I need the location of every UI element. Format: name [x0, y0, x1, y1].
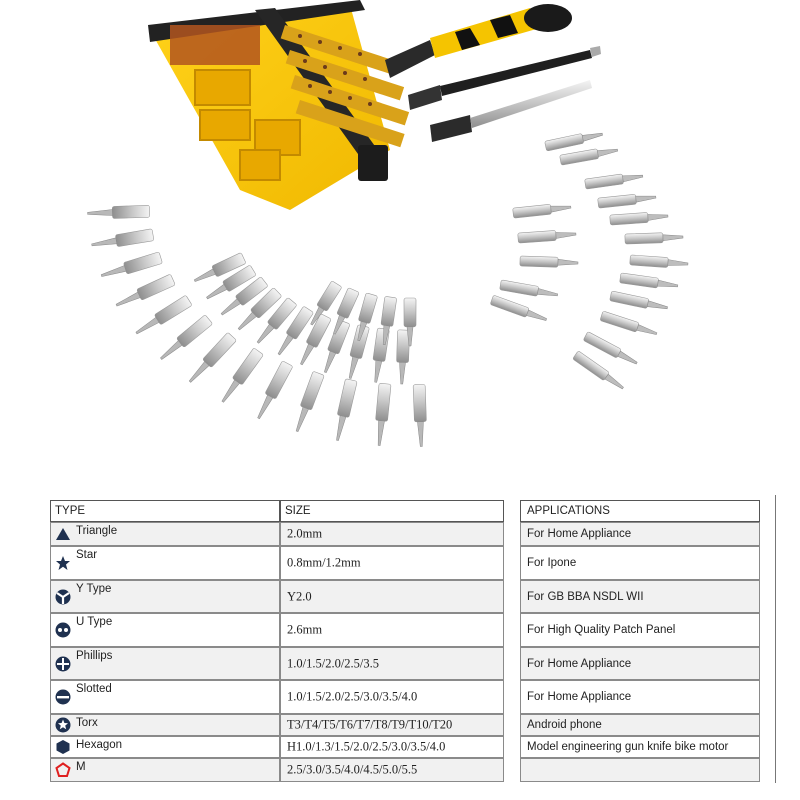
screwdriver-bit — [630, 255, 689, 269]
screwdriver-bit — [610, 291, 669, 313]
size-value: 1.0/1.5/2.0/2.5/3.5 — [287, 656, 380, 670]
star-icon — [55, 555, 71, 571]
header-type: TYPE — [50, 500, 280, 522]
size-cell — [280, 546, 504, 580]
type-cell — [50, 613, 280, 647]
y-type-icon — [55, 589, 71, 605]
type-cell — [50, 714, 280, 736]
type-name: Torx — [76, 717, 98, 729]
screwdriver-bit — [114, 274, 175, 311]
screwdriver-bit — [585, 171, 644, 189]
type-cell — [50, 647, 280, 680]
type-cell — [50, 580, 280, 613]
application-value: For Home Appliance — [527, 657, 632, 670]
table-row — [50, 580, 776, 613]
screwdriver-bit — [396, 330, 410, 384]
size-cell — [280, 613, 504, 647]
u-type-icon — [55, 622, 71, 638]
screwdriver-bit — [253, 361, 293, 421]
size-value: T3/T4/T5/T6/T7/T8/T9/T10/T20 — [287, 717, 453, 732]
table-row — [50, 758, 776, 782]
table-header-row — [50, 500, 776, 522]
screwdriver-bit — [560, 145, 619, 165]
table-row — [50, 647, 776, 680]
phillips-icon — [55, 656, 71, 672]
size-cell — [280, 714, 504, 736]
application-value: For GB BBA NSDL WII — [527, 590, 644, 603]
screwdriver-bit — [520, 256, 578, 268]
type-name: Triangle — [76, 525, 118, 537]
type-cell — [50, 758, 280, 782]
size-value: 2.6mm — [287, 622, 323, 637]
screwdriver-bit — [100, 252, 163, 282]
table-row — [50, 546, 776, 580]
type-name: Y Type — [76, 583, 112, 595]
type-cell — [50, 546, 280, 580]
screwdriver-bit — [344, 325, 369, 380]
triangle-icon — [55, 526, 71, 542]
screwdriver-bit — [500, 280, 559, 300]
type-name: Star — [76, 549, 98, 561]
torx-icon — [55, 717, 71, 733]
type-name: U Type — [76, 616, 113, 628]
size-cell — [280, 680, 504, 714]
spec-table — [50, 500, 776, 783]
application-cell — [520, 613, 760, 647]
right-divider-line — [775, 495, 776, 783]
table-row — [50, 522, 776, 546]
application-value: For High Quality Patch Panel — [527, 624, 676, 636]
application-value: Model engineering gun knife bike motor — [527, 741, 729, 753]
table-row — [50, 736, 776, 758]
table-row — [50, 714, 776, 736]
application-cell — [520, 546, 760, 580]
application-cell — [520, 580, 760, 613]
hexagon-icon — [55, 739, 71, 755]
header-size: SIZE — [280, 500, 504, 522]
application-cell — [520, 736, 760, 758]
screwdriver-bit — [373, 383, 391, 446]
screwdriver-bit — [490, 295, 548, 324]
application-cell — [520, 647, 760, 680]
screwdriver-bit — [413, 384, 427, 446]
screwdriver-bit — [625, 232, 683, 244]
application-value: For Home Appliance — [527, 691, 632, 703]
storage-case — [148, 0, 409, 210]
type-name: Phillips — [76, 650, 113, 662]
application-value: For Ipone — [527, 557, 577, 569]
type-name: Slotted — [76, 683, 112, 695]
size-value: 0.8mm/1.2mm — [287, 555, 361, 570]
size-cell — [280, 736, 504, 758]
extension-shafts — [408, 46, 601, 142]
type-cell — [50, 680, 280, 714]
screwdriver-bit — [598, 192, 657, 208]
size-value: Y2.0 — [287, 589, 312, 603]
screwdriver-bit — [218, 348, 264, 405]
screwdriver-bit — [133, 295, 192, 338]
size-value: H1.0/1.3/1.5/2.0/2.5/3.0/3.5/4.0 — [287, 739, 446, 754]
slotted-icon — [55, 689, 71, 705]
size-cell — [280, 522, 504, 546]
screwdriver-bit — [610, 211, 669, 225]
screwdriver-bit — [573, 351, 626, 392]
size-value: 1.0/1.5/2.0/2.5/3.0/3.5/4.0 — [287, 689, 418, 704]
type-name: M — [76, 761, 86, 773]
size-cell — [280, 647, 504, 680]
size-value: 2.5/3.0/3.5/4.0/4.5/5.0/5.5 — [287, 762, 418, 777]
table-row — [50, 613, 776, 647]
size-cell — [280, 580, 504, 613]
type-cell — [50, 736, 280, 758]
application-value: Android phone — [527, 719, 602, 731]
m-pentalobe-icon — [55, 762, 71, 778]
application-cell — [520, 522, 760, 546]
screwdriver-bit — [87, 205, 149, 219]
screwdriver-bit — [518, 229, 577, 243]
screwdriver-bit — [600, 311, 658, 338]
type-cell — [50, 522, 280, 546]
type-name: Hexagon — [76, 739, 123, 751]
screwdriver-bit — [513, 202, 572, 218]
screwdriver-bit — [291, 371, 324, 433]
size-value: 2.0mm — [287, 526, 323, 541]
application-cell — [520, 714, 760, 736]
table-row — [50, 680, 776, 714]
size-cell — [280, 758, 504, 782]
screwdriver-bit — [332, 379, 358, 442]
application-cell — [520, 680, 760, 714]
application-cell — [520, 758, 760, 782]
screwdriver-bit — [91, 229, 154, 251]
screwdriver-bit — [620, 273, 679, 291]
application-value: For Home Appliance — [527, 528, 632, 540]
screwdriver-bit — [545, 129, 604, 151]
header-applications: APPLICATIONS — [520, 500, 760, 522]
